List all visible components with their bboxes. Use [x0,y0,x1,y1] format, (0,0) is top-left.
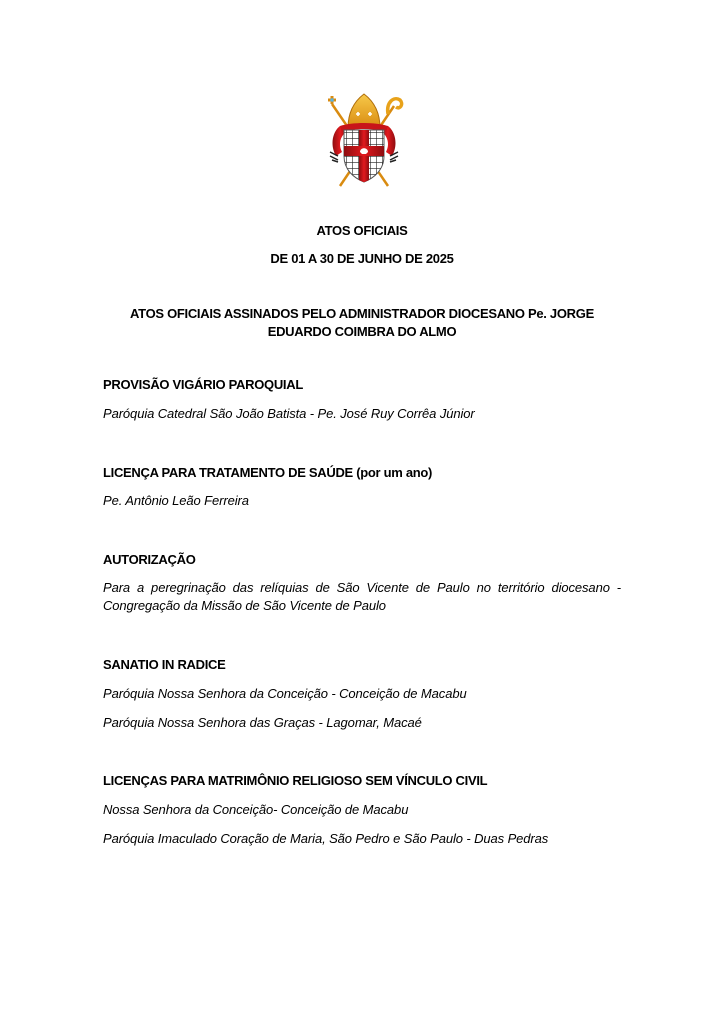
section-item: Paróquia Nossa Senhora das Graças - Lagomar, Macaé [103,715,422,730]
section-item: Nossa Senhora da Conceição- Conceição de Macabu [103,802,409,817]
section-item: Para a peregrinação das relíquias de São Vicente de Paulo no território diocesano - Congregação da Missão de São Vicente de Paulo [103,580,621,613]
section-heading-licenca-saude [103,465,432,480]
coat-of-arms-icon [322,90,406,190]
section-item: Paróquia Nossa Senhora da Conceição - Conceição de Macabu [103,686,467,701]
section-heading-autorizacao: AUTORIZAÇÃO [103,552,196,567]
document-subtitle: ATOS OFICIAIS ASSINADOS PELO ADMINISTRADOR DIOCESANO Pe. JORGE EDUARDO COIMBRA DO ALMO [130,306,594,339]
section-item: Pe. Antônio Leão Ferreira [103,493,249,508]
section-heading-provisao: PROVISÃO VIGÁRIO PAROQUIAL [103,377,303,392]
section-item: Paróquia Imaculado Coração de Maria, São Pedro e São Paulo - Duas Pedras [103,831,549,846]
document-period: DE 01 A 30 DE JUNHO DE 2025 [270,251,454,266]
document-title: ATOS OFICIAIS [316,223,408,238]
section-item: Paróquia Catedral São João Batista - Pe. José Ruy Corrêa Júnior [103,406,475,421]
section-heading-sanatio: SANATIO IN RADICE [103,657,226,672]
section-heading-note: (por um ano) [356,465,433,480]
section-heading-licencas-matrimonio: LICENÇAS PARA MATRIMÔNIO RELIGIOSO SEM VÍNCULO CIVIL [103,773,488,788]
section-heading-text: LICENÇA PARA TRATAMENTO DE SAÚDE [103,465,353,480]
